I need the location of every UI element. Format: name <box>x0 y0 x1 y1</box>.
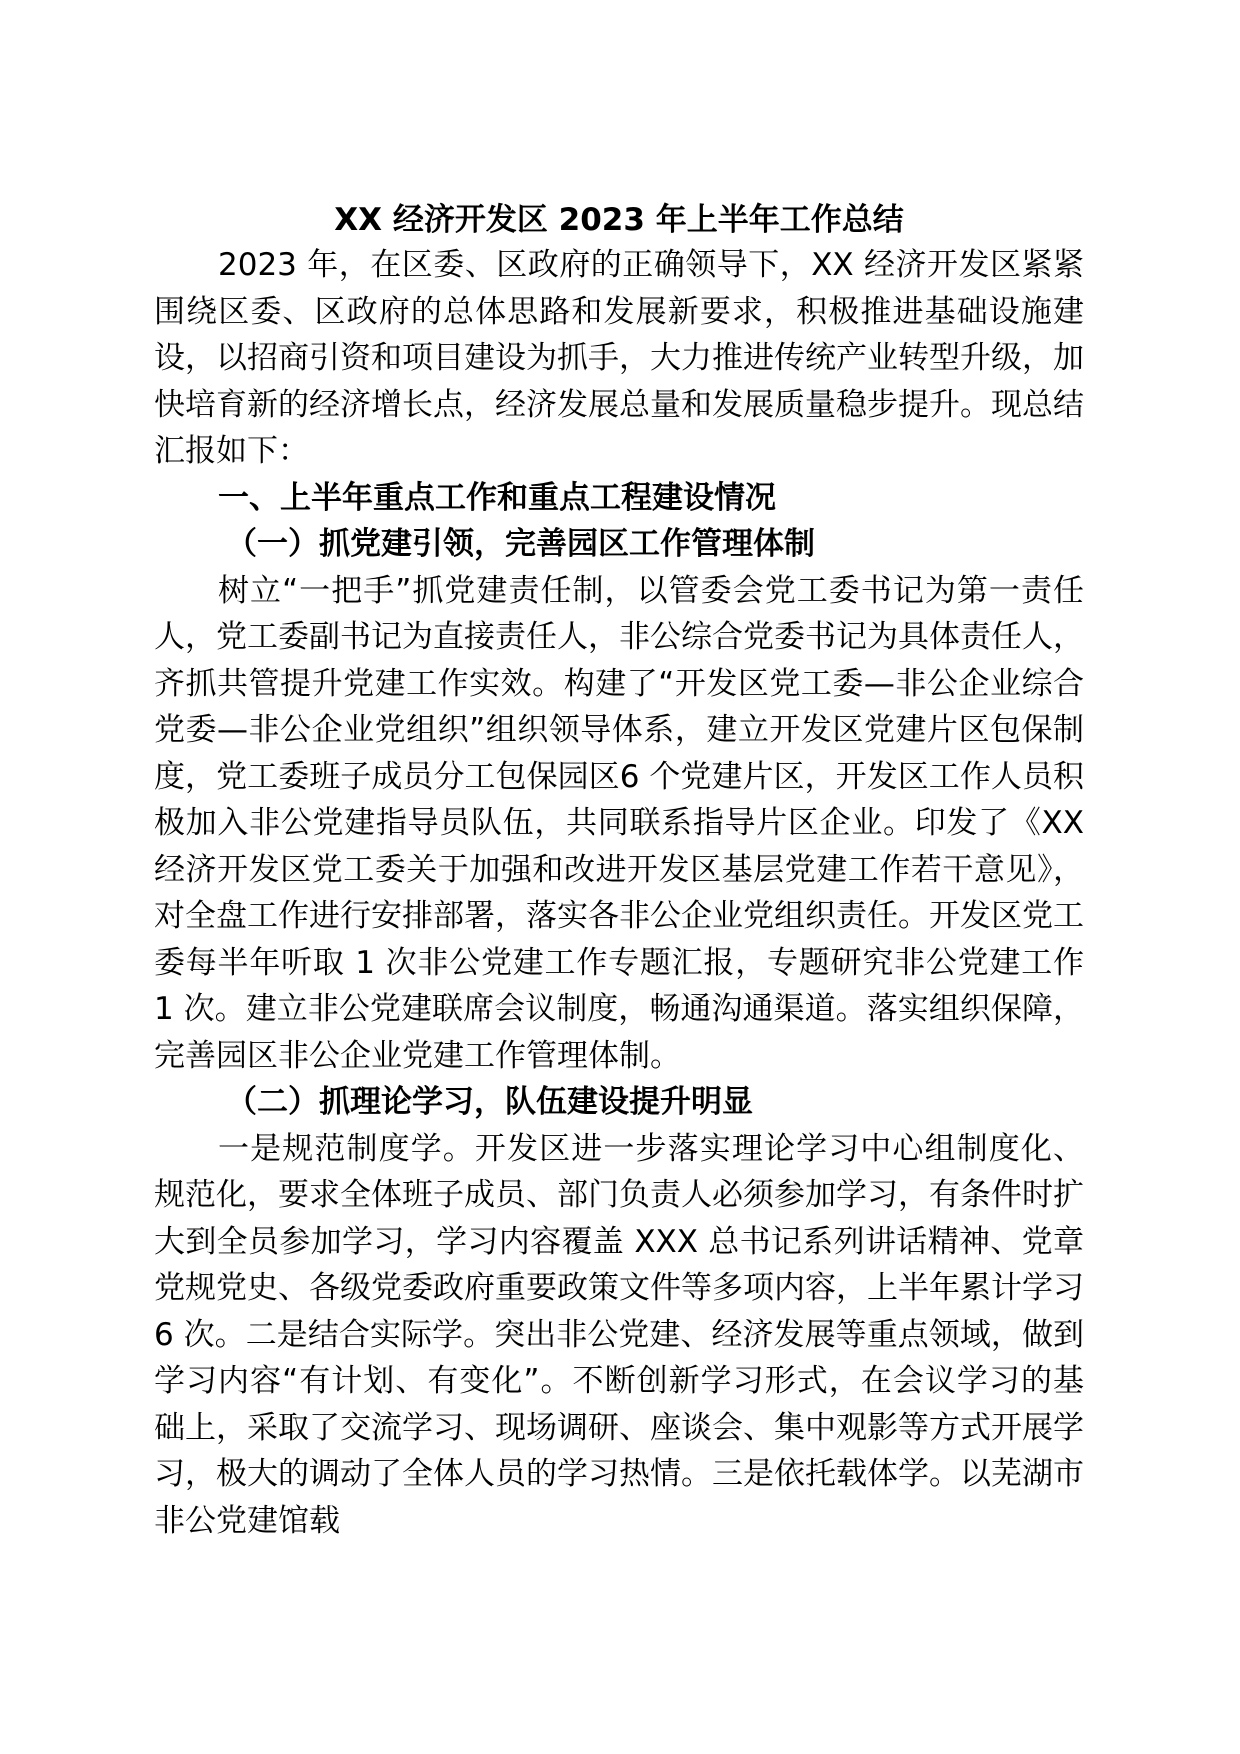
document-page <box>154 198 1094 1544</box>
subsection-1-paragraph: 树立“一把手”抓党建责任制，以管委会党工委书记为第一责任人，党工委副书记为直接责任人，非公综合党委书记为具体责任人，齐抓共管提升党建工作实效。构建了“开发区党工委—非公企业综合党委—非公企业党组织”组织领导体系，建立开发区党建片区包保制度，党工委班子成员分工包保园区6 个党建片区，开发区工作人员积极加入非公党建指导员队伍，共同联系指导片区企业。印发了《XX 经济开发区党工委关于加强和改进开发区基层党建工作若干意见》，对全盘工作进行安排部署，落实各非公企业党组织责任。开发区党工委每半年听取 1 次非公党建工作专题汇报，专题研究非公党建工作 1 次。建立非公党建联席会议制度，畅通沟通渠道。落实组织保障，完善园区非公企业党建工作管理体制。 <box>154 572 1094 1074</box>
subsection-heading-1: （一）抓党建引领，完善园区工作管理体制 <box>226 526 815 562</box>
section-heading-1: 一、上半年重点工作和重点工程建设情况 <box>218 479 776 516</box>
document-title: XX 经济开发区 2023 年上半年工作总结 <box>334 202 904 238</box>
subsection-heading-2: （二）抓理论学习，队伍建设提升明显 <box>226 1084 753 1120</box>
intro-paragraph: 2023 年，在区委、区政府的正确领导下，XX 经济开发区紧紧围绕区委、区政府的总体思路和发展新要求，积极推进基础设施建设，以招商引资和项目建设为抓手，大力推进传统产业转型升级，加快培育新的经济增长点，经济发展总量和发展质量稳步提升。现总结汇报如下： <box>154 247 1084 469</box>
subsection-2-paragraph: 一是规范制度学。开发区进一步落实理论学习中心组制度化、规范化，要求全体班子成员、部门负责人必须参加学习，有条件时扩大到全员参加学习，学习内容覆盖 XXX 总书记系列讲话精神、党章党规党史、各级党委政府重要政策文件等多项内容，上半年累计学习 6 次。二是结合实际学。突出非公党建、经济发展等重点领域，做到学习内容“有计划、有变化”。不断创新学习形式，在会议学习的基础上，采取了交流学习、现场调研、座谈会、集中观影等方式开展学习，极大的调动了全体人员的学习热情。三是依托载体学。以芜湖市非公党建馆载 <box>154 1130 1094 1539</box>
